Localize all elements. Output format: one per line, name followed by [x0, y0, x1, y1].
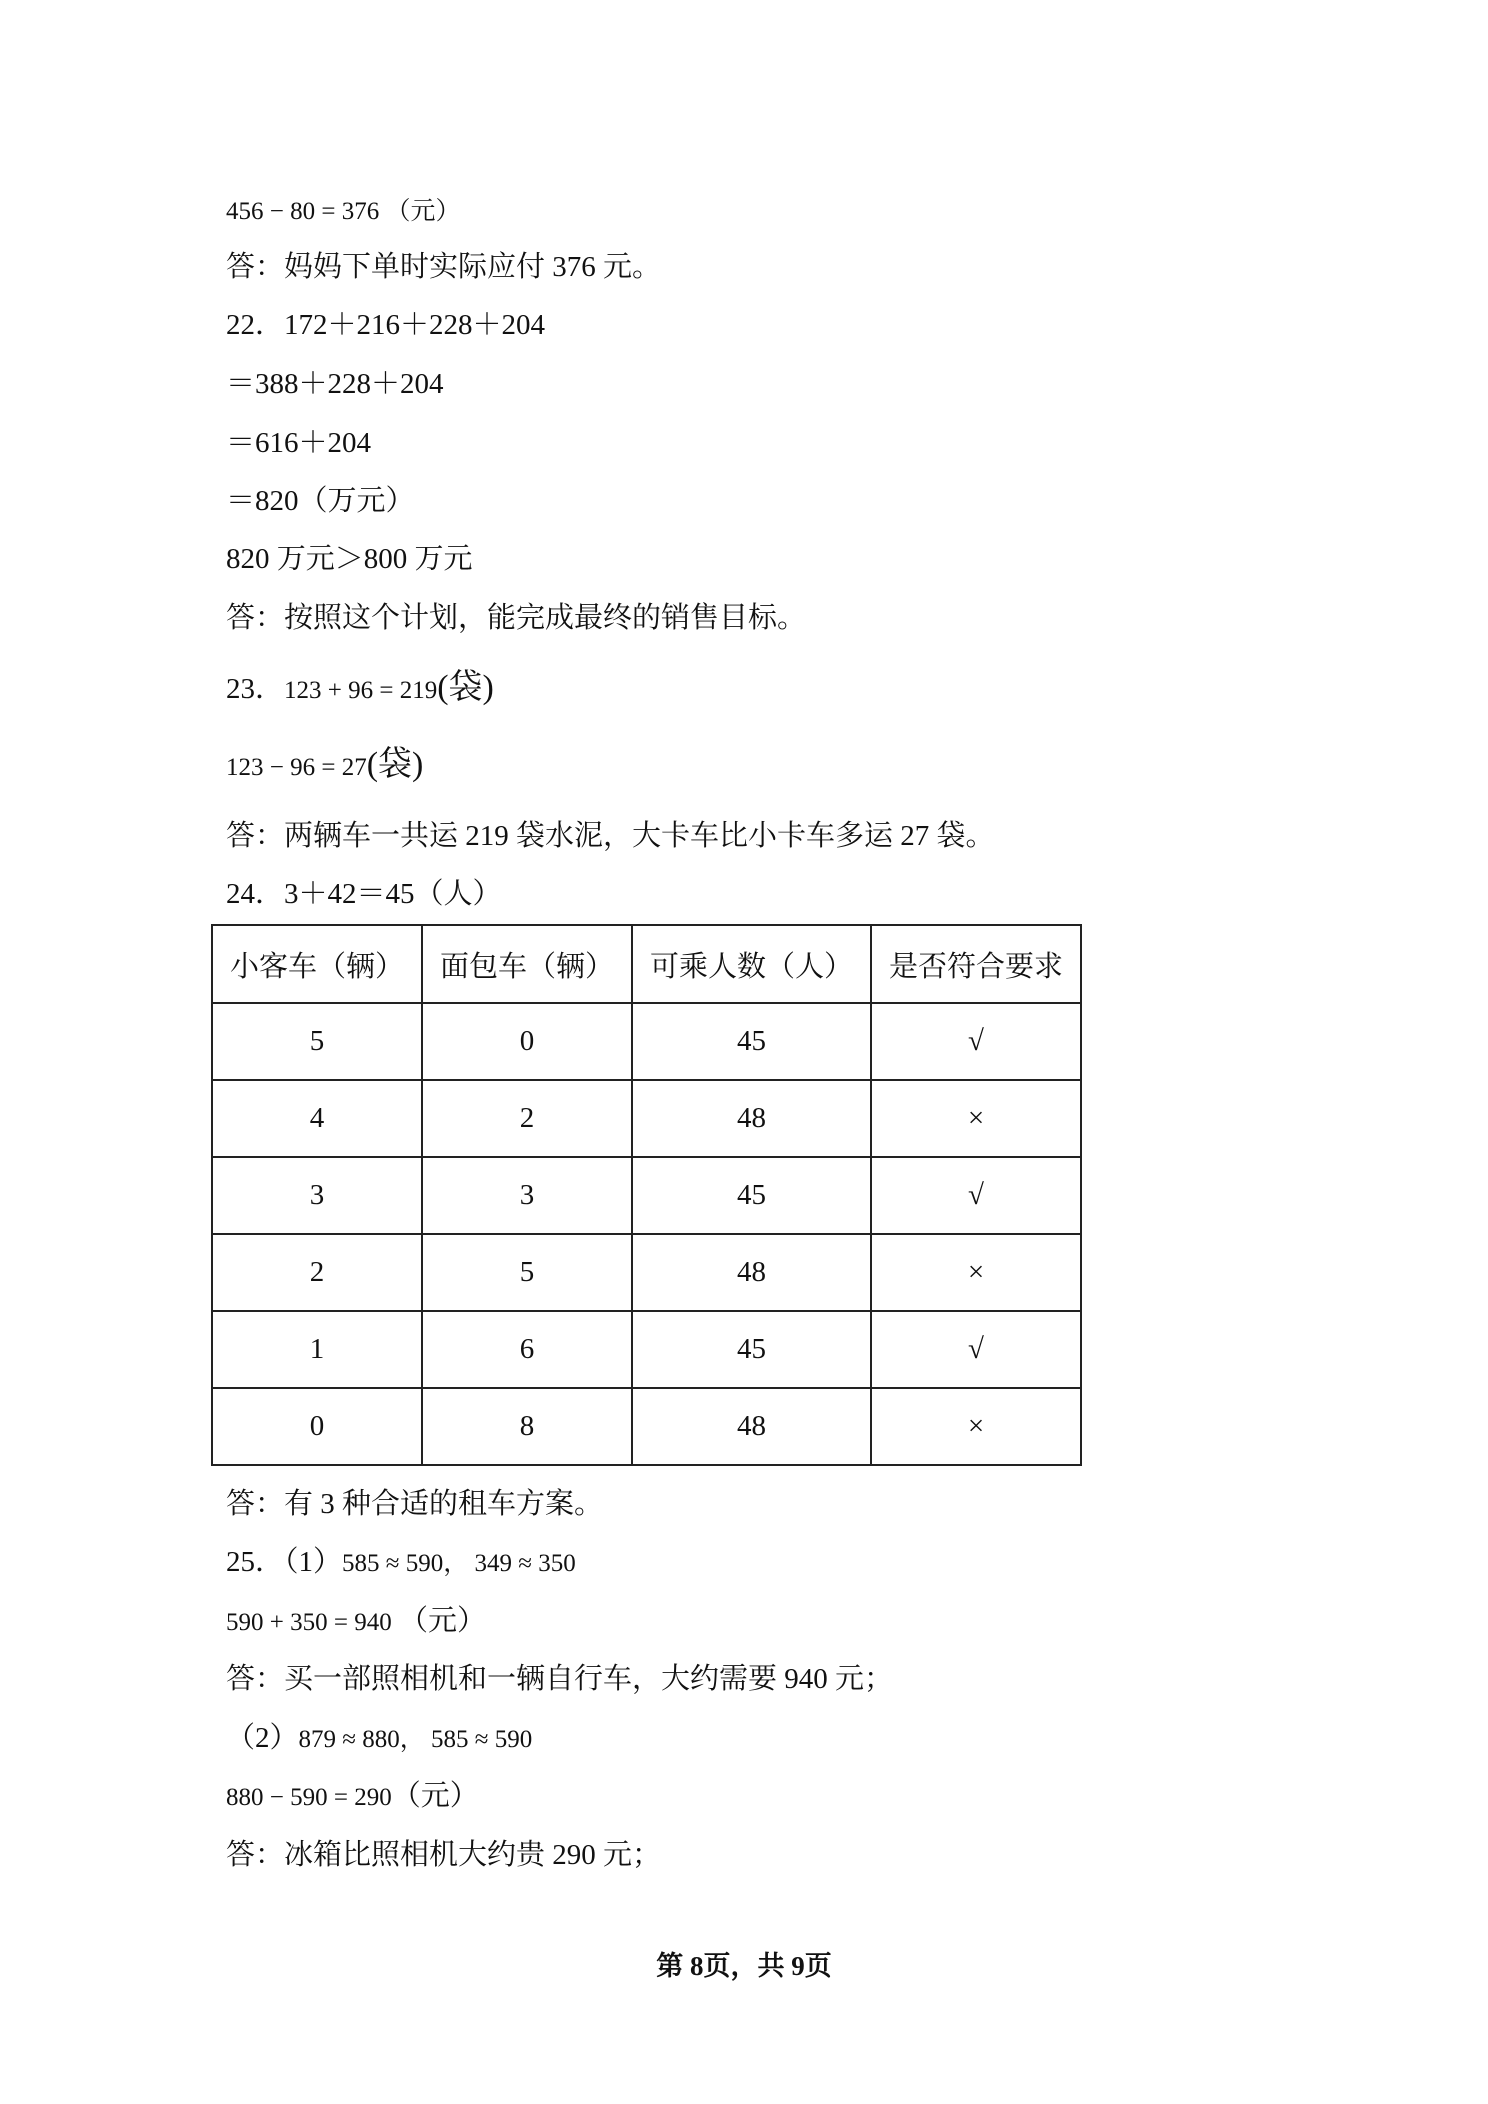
table-cell: 0 [212, 1388, 422, 1465]
problem-23-line1 [226, 668, 494, 711]
table-cell: 3 [212, 1157, 422, 1234]
table-cell: √ [871, 1003, 1081, 1080]
table-row [212, 1234, 1081, 1311]
table-cell: 5 [212, 1003, 422, 1080]
table-cell: 2 [212, 1234, 422, 1311]
table-row [212, 1157, 1081, 1234]
unit: （元） [391, 1605, 486, 1637]
calc-25-1 [226, 1601, 486, 1643]
answer-22: 答：按照这个计划，能完成最终的销售目标。 [226, 602, 807, 634]
table-cell: 45 [632, 1157, 871, 1234]
step-22-3: ＝820（万元） [226, 485, 415, 517]
table-cell: 5 [422, 1234, 632, 1311]
table-cell: √ [871, 1157, 1081, 1234]
table-header-cell: 是否符合要求 [871, 925, 1081, 1003]
table-cell: 2 [422, 1080, 632, 1157]
math-expr: 879 ≈ 880， 585 ≈ 590 [298, 1726, 533, 1753]
table-cell: × [871, 1080, 1081, 1157]
problem-22-expr: 22．172＋216＋228＋204 [226, 309, 546, 341]
problem-25-part2 [226, 1718, 532, 1760]
math-expr: 880 − 590 = 290 [226, 1784, 392, 1811]
problem-number: 25．（1） [226, 1546, 343, 1578]
answer-23: 答：两辆车一共运 219 袋水泥，大卡车比小卡车多运 27 袋。 [226, 820, 995, 852]
table-row [212, 1311, 1081, 1388]
table-cell: × [871, 1234, 1081, 1311]
rental-table [211, 924, 1082, 1466]
compare-22: 820 万元＞800 万元 [226, 543, 473, 575]
table-cell: 4 [212, 1080, 422, 1157]
table-cell: 6 [422, 1311, 632, 1388]
problem-23-line2 [226, 745, 423, 788]
table-cell: 45 [632, 1311, 871, 1388]
unit: （元） [391, 1780, 479, 1812]
table-cell: 0 [422, 1003, 632, 1080]
page-footer: 第 8页，共 9页 [656, 1951, 832, 1981]
table-cell: 45 [632, 1003, 871, 1080]
table-header-cell: 小客车（辆） [212, 925, 422, 1003]
table-cell: 8 [422, 1388, 632, 1465]
table-cell: 3 [422, 1157, 632, 1234]
problem-24-expr: 24．3＋42＝45（人） [226, 878, 502, 910]
table-header-cell: 可乘人数（人） [632, 925, 871, 1003]
math-expr: 123 − 96 = 27 [226, 754, 367, 781]
unit: (袋) [437, 669, 494, 706]
table-cell: 48 [632, 1388, 871, 1465]
answer-24: 答：有 3 种合适的租车方案。 [226, 1488, 604, 1520]
answer-25-2: 答：冰箱比照相机大约贵 290 元； [226, 1839, 662, 1871]
answer-25-1: 答：买一部照相机和一辆自行车，大约需要 940 元； [226, 1663, 894, 1695]
math-expr: 585 ≈ 590， 349 ≈ 350 [342, 1550, 576, 1577]
unit: (袋) [366, 746, 424, 783]
sub-number: （2） [226, 1722, 299, 1754]
table-cell: × [871, 1388, 1081, 1465]
math-expr: 456 − 80 = 376 （元） [226, 198, 461, 225]
step-22-1: ＝388＋228＋204 [226, 368, 444, 400]
problem-25-part1 [226, 1542, 576, 1584]
line-calc-456 [226, 190, 460, 232]
table-header-cell: 面包车（辆） [422, 925, 632, 1003]
table-cell: √ [871, 1311, 1081, 1388]
math-expr: 590 + 350 = 940 [226, 1609, 392, 1636]
answer-21: 答：妈妈下单时实际应付 376 元。 [226, 251, 662, 283]
problem-number: 23． [226, 673, 285, 705]
step-22-2: ＝616＋204 [226, 427, 372, 459]
table-cell: 1 [212, 1311, 422, 1388]
table-cell: 48 [632, 1080, 871, 1157]
math-expr: 123 + 96 = 219 [284, 677, 438, 704]
table-cell: 48 [632, 1234, 871, 1311]
table-row [212, 1080, 1081, 1157]
table-header-row [212, 925, 1081, 1003]
table-row [212, 1003, 1081, 1080]
table-row [212, 1388, 1081, 1465]
calc-25-2 [226, 1776, 479, 1818]
